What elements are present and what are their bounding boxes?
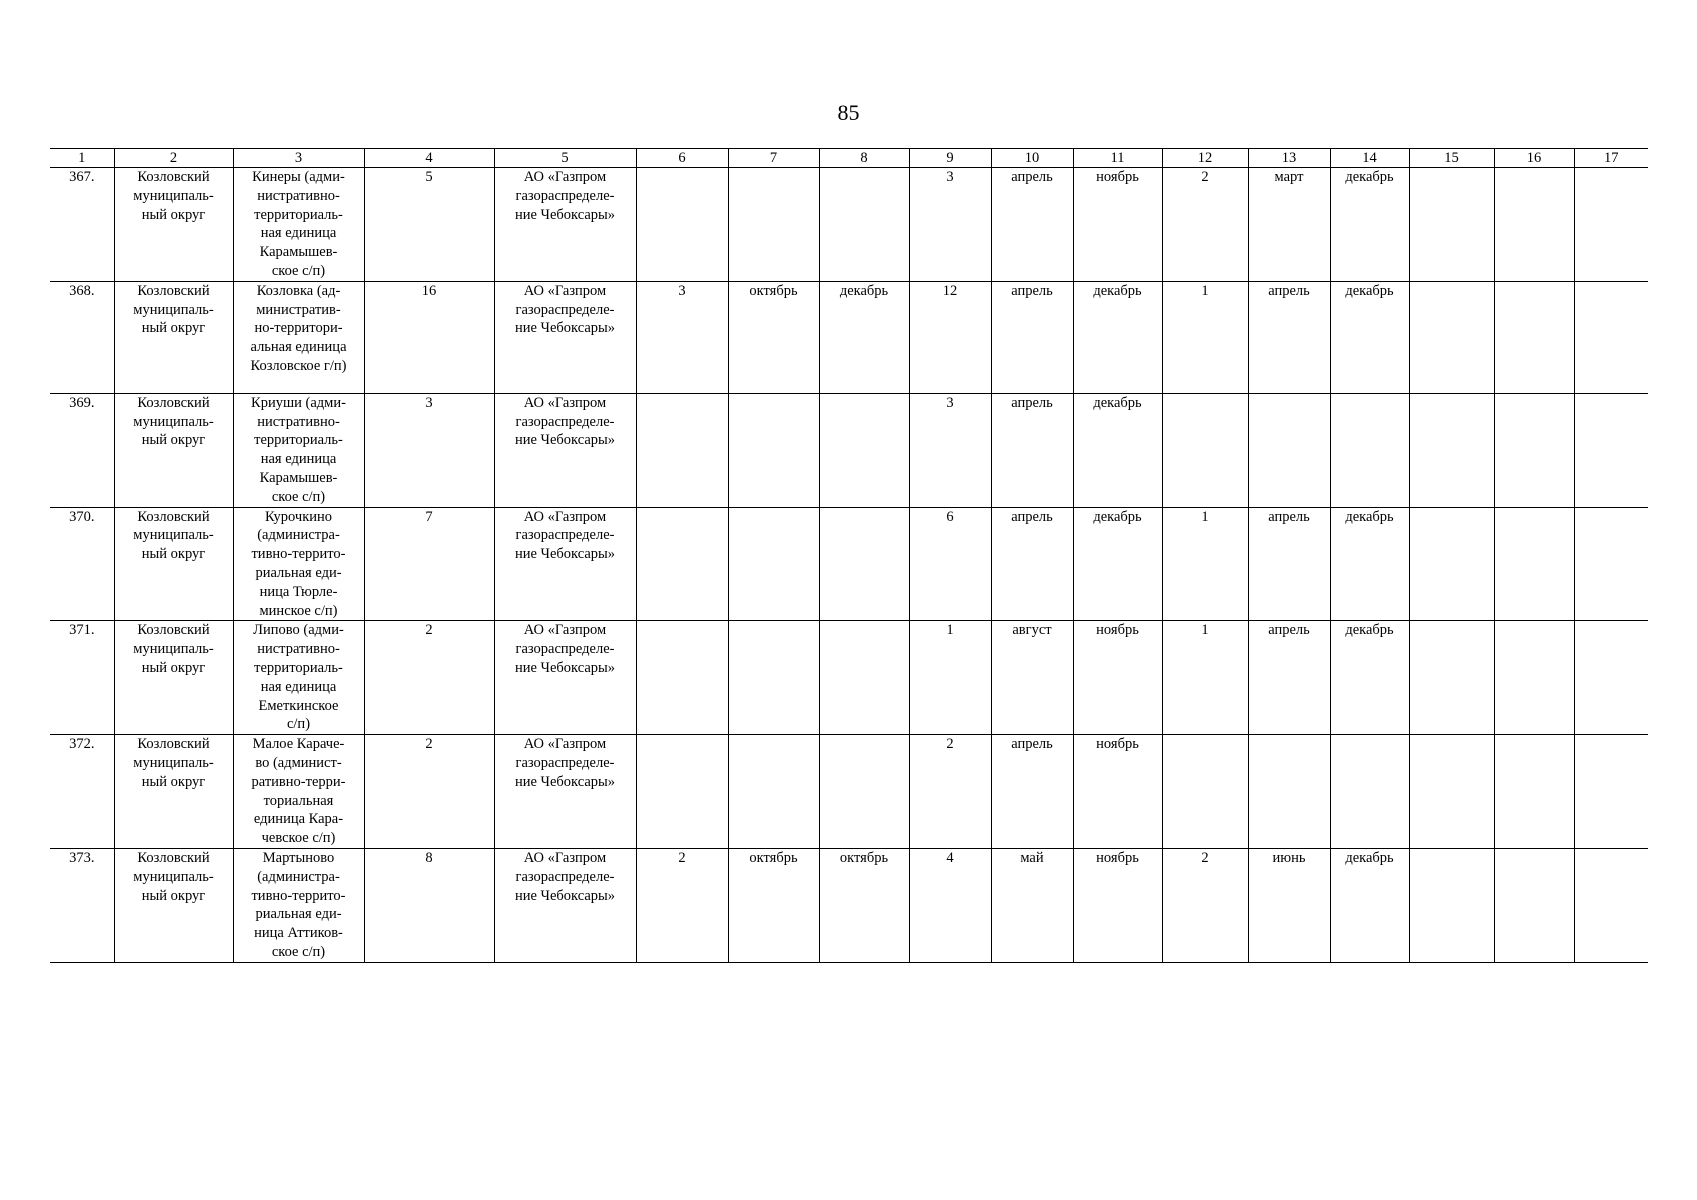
column-16-cell	[1494, 735, 1574, 849]
settlement-line: Карамышев-	[259, 244, 338, 261]
district-line: ный округ	[141, 320, 206, 337]
settlement-cell	[233, 735, 364, 849]
district-line: Козловский	[137, 282, 210, 299]
column-header: 4	[364, 149, 494, 168]
organization-line: АО «Газпром	[523, 394, 607, 411]
column-15-cell	[1409, 393, 1494, 507]
settlement-line: ративно-терри-	[251, 773, 346, 790]
column-9-cell: 3	[909, 393, 991, 507]
column-13-cell: апрель	[1248, 507, 1330, 621]
column-8-cell: октябрь	[819, 848, 909, 962]
settlement-line: чевское с/п)	[261, 830, 336, 847]
organization-line: ние Чебоксары»	[514, 773, 616, 790]
column-17-cell	[1574, 507, 1648, 621]
district-cell	[114, 621, 233, 735]
column-17-cell	[1574, 848, 1648, 962]
row-number-cell: 371.	[50, 621, 114, 735]
column-header: 15	[1409, 149, 1494, 168]
settlement-line: Карамышев-	[259, 469, 338, 486]
column-14-cell: декабрь	[1330, 621, 1409, 735]
settlement-cell	[233, 393, 364, 507]
column-8-cell	[819, 507, 909, 621]
column-15-cell	[1409, 168, 1494, 282]
organization-line: газораспределе-	[515, 301, 615, 318]
column-4-cell: 2	[364, 621, 494, 735]
column-15-cell	[1409, 848, 1494, 962]
district-line: Козловский	[137, 394, 210, 411]
column-header: 3	[233, 149, 364, 168]
schedule-table	[50, 148, 1648, 963]
column-7-cell: октябрь	[728, 848, 819, 962]
district-line: муниципаль-	[133, 868, 214, 885]
column-14-cell: декабрь	[1330, 281, 1409, 393]
district-line: ный округ	[141, 773, 206, 790]
column-6-cell	[636, 735, 728, 849]
column-17-cell	[1574, 393, 1648, 507]
column-10-cell: май	[991, 848, 1073, 962]
column-13-cell: июнь	[1248, 848, 1330, 962]
organization-line: ние Чебоксары»	[514, 206, 616, 223]
table-body	[50, 168, 1648, 963]
district-cell	[114, 168, 233, 282]
organization-line: газораспределе-	[515, 527, 615, 544]
district-line: муниципаль-	[133, 187, 214, 204]
settlement-line: но-территори-	[254, 320, 343, 337]
district-line: Козловский	[137, 508, 210, 525]
row-number-cell: 368.	[50, 281, 114, 393]
column-8-cell	[819, 168, 909, 282]
column-15-cell	[1409, 281, 1494, 393]
column-14-cell: декабрь	[1330, 848, 1409, 962]
organization-line: газораспределе-	[515, 868, 615, 885]
column-8-cell	[819, 393, 909, 507]
column-15-cell	[1409, 735, 1494, 849]
column-11-cell: ноябрь	[1073, 735, 1162, 849]
column-9-cell: 6	[909, 507, 991, 621]
organization-cell	[494, 393, 636, 507]
settlement-line: ница Аттиков-	[254, 925, 343, 942]
column-header: 2	[114, 149, 233, 168]
column-header: 1	[50, 149, 114, 168]
column-header: 5	[494, 149, 636, 168]
column-4-cell: 16	[364, 281, 494, 393]
row-number-cell: 369.	[50, 393, 114, 507]
column-8-cell: декабрь	[819, 281, 909, 393]
district-line: ный округ	[141, 432, 206, 449]
column-16-cell	[1494, 507, 1574, 621]
column-8-cell	[819, 735, 909, 849]
settlement-line: ная единица	[260, 678, 337, 695]
district-cell	[114, 393, 233, 507]
column-10-cell: апрель	[991, 735, 1073, 849]
organization-cell	[494, 621, 636, 735]
column-6-cell: 2	[636, 848, 728, 962]
column-12-cell: 1	[1162, 281, 1248, 393]
settlement-cell	[233, 848, 364, 962]
column-4-cell: 2	[364, 735, 494, 849]
settlement-line: ная единица	[260, 451, 337, 468]
district-line: муниципаль-	[133, 754, 214, 771]
column-16-cell	[1494, 281, 1574, 393]
settlement-line: Еметкинское	[258, 697, 339, 714]
settlement-cell	[233, 507, 364, 621]
table-row	[50, 168, 1648, 282]
settlement-line: Мартыново	[262, 849, 335, 866]
district-line: ный округ	[141, 206, 206, 223]
settlement-line: Липово (адми-	[253, 622, 344, 639]
settlement-line: ная единица	[260, 225, 337, 242]
column-9-cell: 2	[909, 735, 991, 849]
column-6-cell	[636, 507, 728, 621]
settlement-line: нистративно-	[257, 641, 340, 658]
column-17-cell	[1574, 735, 1648, 849]
column-13-cell: апрель	[1248, 621, 1330, 735]
page-number: 85	[837, 100, 860, 125]
settlement-cell	[233, 281, 364, 393]
settlement-line: министратив-	[256, 301, 341, 318]
settlement-line: ториальная	[263, 792, 334, 809]
column-12-cell	[1162, 393, 1248, 507]
column-header: 12	[1162, 149, 1248, 168]
organization-cell	[494, 507, 636, 621]
column-12-cell	[1162, 735, 1248, 849]
column-9-cell: 1	[909, 621, 991, 735]
organization-line: газораспределе-	[515, 641, 615, 658]
district-line: ный округ	[141, 546, 206, 563]
organization-line: АО «Газпром	[523, 282, 607, 299]
settlement-line: (администра-	[257, 527, 340, 544]
column-13-cell	[1248, 393, 1330, 507]
column-10-cell: апрель	[991, 168, 1073, 282]
column-4-cell: 5	[364, 168, 494, 282]
column-10-cell: апрель	[991, 393, 1073, 507]
district-line: муниципаль-	[133, 301, 214, 318]
column-11-cell: декабрь	[1073, 393, 1162, 507]
settlement-line: территориаль-	[254, 659, 343, 676]
column-6-cell	[636, 168, 728, 282]
settlement-line: территориаль-	[254, 206, 343, 223]
column-17-cell	[1574, 281, 1648, 393]
settlement-line: Козловское г/п)	[250, 357, 347, 374]
organization-line: ние Чебоксары»	[514, 320, 616, 337]
organization-line: газораспределе-	[515, 413, 615, 430]
column-4-cell: 8	[364, 848, 494, 962]
settlement-line: нистративно-	[257, 187, 340, 204]
column-6-cell: 3	[636, 281, 728, 393]
table-row	[50, 507, 1648, 621]
settlement-line: ское с/п)	[271, 488, 326, 505]
district-cell	[114, 735, 233, 849]
column-7-cell: октябрь	[728, 281, 819, 393]
organization-line: АО «Газпром	[523, 508, 607, 525]
column-11-cell: ноябрь	[1073, 621, 1162, 735]
settlement-line: ское с/п)	[271, 262, 326, 279]
column-16-cell	[1494, 168, 1574, 282]
district-line: Козловский	[137, 849, 210, 866]
organization-cell	[494, 848, 636, 962]
organization-line: ние Чебоксары»	[514, 659, 616, 676]
district-cell	[114, 281, 233, 393]
district-line: Козловский	[137, 622, 210, 639]
settlement-line: во (админист-	[255, 754, 342, 771]
row-number-cell: 372.	[50, 735, 114, 849]
column-9-cell: 4	[909, 848, 991, 962]
settlement-line: Кинеры (адми-	[252, 169, 345, 185]
district-line: муниципаль-	[133, 527, 214, 544]
column-7-cell	[728, 621, 819, 735]
table-row	[50, 621, 1648, 735]
column-12-cell: 1	[1162, 621, 1248, 735]
column-17-cell	[1574, 621, 1648, 735]
settlement-cell	[233, 621, 364, 735]
settlement-line: Малое Караче-	[252, 736, 345, 753]
settlement-line: Козловка (ад-	[256, 282, 341, 299]
settlement-cell	[233, 168, 364, 282]
district-cell	[114, 848, 233, 962]
column-11-cell: декабрь	[1073, 281, 1162, 393]
column-9-cell: 12	[909, 281, 991, 393]
column-header: 17	[1574, 149, 1648, 168]
settlement-line: территориаль-	[254, 432, 343, 449]
column-header: 14	[1330, 149, 1409, 168]
column-14-cell	[1330, 735, 1409, 849]
column-8-cell	[819, 621, 909, 735]
column-17-cell	[1574, 168, 1648, 282]
column-6-cell	[636, 621, 728, 735]
column-4-cell: 3	[364, 393, 494, 507]
organization-line: ние Чебоксары»	[514, 887, 616, 904]
settlement-line: с/п)	[286, 716, 311, 733]
settlement-line: Криуши (адми-	[251, 394, 346, 411]
column-header: 7	[728, 149, 819, 168]
column-11-cell: декабрь	[1073, 507, 1162, 621]
column-7-cell	[728, 507, 819, 621]
settlement-line: нистративно-	[257, 413, 340, 430]
column-header: 11	[1073, 149, 1162, 168]
row-number-cell: 367.	[50, 168, 114, 282]
district-line: ный округ	[141, 887, 206, 904]
table-header	[50, 149, 1648, 168]
table-row	[50, 281, 1648, 393]
organization-line: газораспределе-	[515, 754, 615, 771]
column-header: 6	[636, 149, 728, 168]
settlement-line: единица Кара-	[253, 811, 344, 828]
district-line: муниципаль-	[133, 413, 214, 430]
row-number-cell: 370.	[50, 507, 114, 621]
column-16-cell	[1494, 848, 1574, 962]
column-6-cell	[636, 393, 728, 507]
settlement-line: ское с/п)	[271, 943, 326, 960]
settlement-line: тивно-террито-	[251, 887, 346, 904]
organization-line: АО «Газпром	[523, 622, 607, 639]
column-13-cell	[1248, 735, 1330, 849]
organization-line: АО «Газпром	[523, 736, 607, 753]
column-11-cell: ноябрь	[1073, 848, 1162, 962]
settlement-line: минское с/п)	[259, 602, 338, 619]
table-row	[50, 393, 1648, 507]
column-4-cell: 7	[364, 507, 494, 621]
organization-line: ние Чебоксары»	[514, 432, 616, 449]
table-row	[50, 735, 1648, 849]
district-line: муниципаль-	[133, 641, 214, 658]
column-10-cell: апрель	[991, 507, 1073, 621]
column-header: 13	[1248, 149, 1330, 168]
column-7-cell	[728, 735, 819, 849]
column-header: 8	[819, 149, 909, 168]
column-13-cell: апрель	[1248, 281, 1330, 393]
organization-line: АО «Газпром	[523, 849, 607, 866]
column-9-cell: 3	[909, 168, 991, 282]
column-14-cell	[1330, 393, 1409, 507]
column-14-cell: декабрь	[1330, 168, 1409, 282]
column-13-cell: март	[1248, 168, 1330, 282]
district-line: ный округ	[141, 659, 206, 676]
organization-line: АО «Газпром	[523, 169, 607, 185]
settlement-line: ница Тюрле-	[259, 583, 338, 600]
column-10-cell: август	[991, 621, 1073, 735]
column-7-cell	[728, 168, 819, 282]
table-row	[50, 848, 1648, 962]
column-7-cell	[728, 393, 819, 507]
settlement-line: риальная еди-	[255, 906, 342, 923]
column-16-cell	[1494, 621, 1574, 735]
column-15-cell	[1409, 507, 1494, 621]
district-line: Козловский	[137, 736, 210, 753]
column-12-cell: 1	[1162, 507, 1248, 621]
settlement-line: тивно-террито-	[251, 546, 346, 563]
district-cell	[114, 507, 233, 621]
settlement-line: альная единица	[250, 339, 347, 356]
column-15-cell	[1409, 621, 1494, 735]
column-header: 10	[991, 149, 1073, 168]
settlement-line: (администра-	[257, 868, 340, 885]
column-12-cell: 2	[1162, 848, 1248, 962]
column-14-cell: декабрь	[1330, 507, 1409, 621]
column-header: 16	[1494, 149, 1574, 168]
organization-cell	[494, 281, 636, 393]
column-number-row	[50, 149, 1648, 168]
district-line: Козловский	[137, 169, 210, 185]
settlement-line: риальная еди-	[255, 564, 342, 581]
organization-cell	[494, 735, 636, 849]
settlement-line: Курочкино	[264, 508, 333, 525]
column-10-cell: апрель	[991, 281, 1073, 393]
column-11-cell: ноябрь	[1073, 168, 1162, 282]
column-16-cell	[1494, 393, 1574, 507]
organization-line: ние Чебоксары»	[514, 546, 616, 563]
column-12-cell: 2	[1162, 168, 1248, 282]
organization-line: газораспределе-	[515, 187, 615, 204]
organization-cell	[494, 168, 636, 282]
column-header: 9	[909, 149, 991, 168]
row-number-cell: 373.	[50, 848, 114, 962]
